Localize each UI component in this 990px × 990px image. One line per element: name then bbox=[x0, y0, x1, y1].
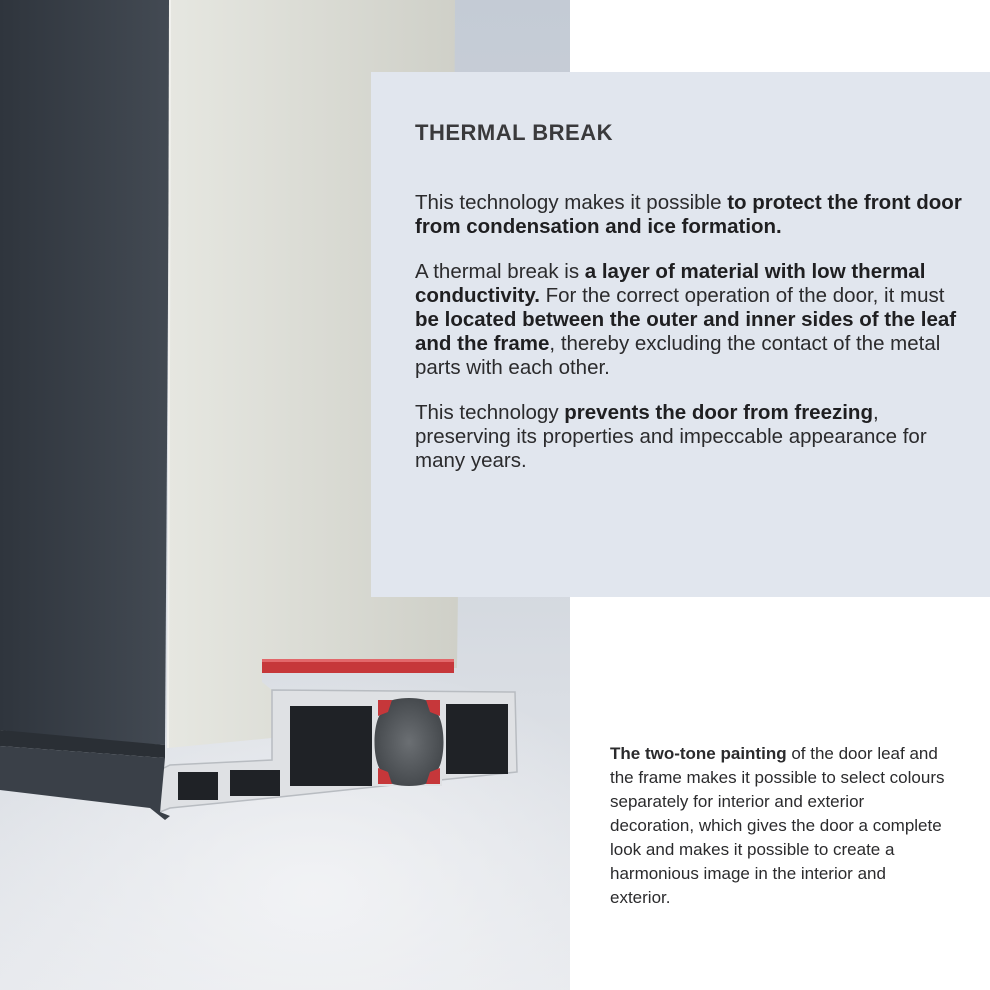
note-text: of the door leaf and the frame makes it possible to select colours separately for interior and exterior decoration, which gives the door a complete look and makes it possible to create a harmonious image in the interior and exterior. bbox=[610, 744, 945, 907]
p1-text: This technology makes it possible bbox=[415, 191, 728, 214]
thermal-break-insert bbox=[375, 698, 444, 786]
frame-chamber-small-2 bbox=[230, 770, 280, 796]
frame-chamber-small-1 bbox=[178, 772, 218, 800]
p2-text-3: , thereby excluding the contact of the metal parts with each other. bbox=[415, 332, 941, 379]
p2-bold-1: a layer of material with low thermal conductivity. bbox=[415, 260, 926, 307]
p3-bold: prevents the door from freezing bbox=[564, 401, 873, 424]
frame-chamber-right bbox=[446, 704, 508, 774]
red-seal-highlight bbox=[262, 659, 454, 662]
paragraph-1 bbox=[415, 191, 966, 239]
thermal-break-card bbox=[371, 72, 990, 597]
p2-text-2: For the correct operation of the door, it must bbox=[539, 284, 945, 307]
paragraph-3 bbox=[415, 401, 966, 473]
note-bold: The two-tone painting bbox=[610, 744, 787, 763]
door-leaf-dark-side bbox=[0, 0, 170, 745]
card-title: THERMAL BREAK bbox=[415, 120, 613, 145]
p3-text-1: This technology bbox=[415, 401, 565, 424]
p2-text-1: A thermal break is bbox=[415, 260, 585, 283]
p2-bold-2: be located between the outer and inner sides of the leaf and the frame bbox=[415, 308, 957, 355]
p3-text-2: , preserving its properties and impeccable appearance for many years. bbox=[415, 401, 927, 472]
p1-bold: to protect the front door from condensation and ice formation. bbox=[415, 191, 962, 238]
two-tone-note bbox=[610, 742, 950, 910]
frame-chamber-left bbox=[290, 706, 372, 786]
paragraph-2 bbox=[415, 260, 966, 380]
